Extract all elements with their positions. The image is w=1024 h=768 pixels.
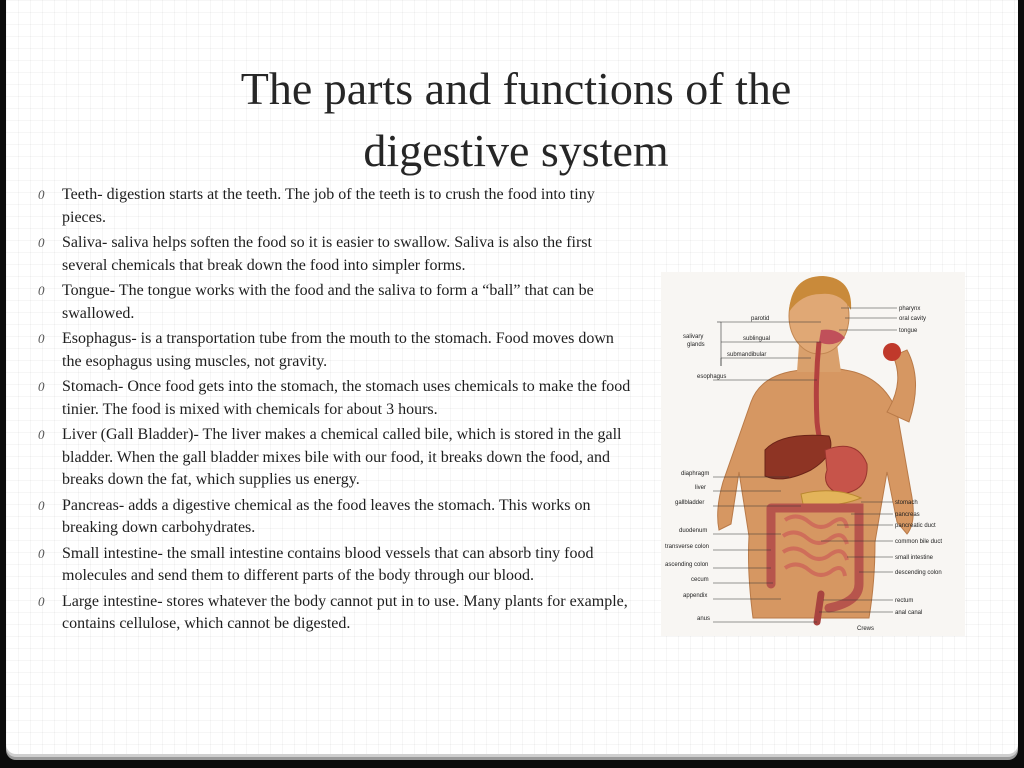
label-sublingual: sublingual (743, 336, 771, 342)
label-submandibular: submandibular (727, 352, 767, 358)
page-title (116, 58, 916, 182)
bullet-text: Saliva- saliva helps soften the food so it is easier to swallow. Saliva is also the first several chemicals that break down the food into simpler forms. (62, 234, 592, 274)
label-gallbladder: gallbladder (675, 500, 705, 506)
label-diaphragm: diaphragm (681, 471, 710, 477)
bullet-text: Liver (Gall Bladder)- The liver makes a chemical called bile, which is stored in the gall bladder. When the gall bladder mixes bile with our food, it breaks down the food, and breaks down the fat, which supplies us energy. (62, 426, 622, 488)
list-item (34, 232, 634, 277)
label-anus: anus (697, 616, 711, 622)
bullet-text: Large intestine- stores whatever the body cannot put in to use. Many plants for example, contains cellulose, which cannot be digested. (62, 592, 628, 632)
bullet-text: Teeth- digestion starts at the teeth. The job of the teeth is to crush the food into tiny pieces. (62, 186, 595, 226)
digestive-system-diagram (661, 272, 965, 636)
bullet-marker: 0 (38, 593, 45, 609)
label-parotid: parotid (751, 316, 770, 322)
label-oral-cavity: oral cavity (899, 316, 927, 322)
label-anal-canal: anal canal (895, 610, 923, 616)
list-item (34, 328, 634, 373)
label-small-intestine: small intestine (895, 555, 934, 561)
label-pancreatic-duct: pancreatic duct (895, 523, 936, 529)
apple-icon (883, 343, 901, 361)
bullet-list (34, 184, 634, 639)
bullet-marker: 0 (38, 379, 45, 394)
bullet-marker: 0 (38, 283, 45, 298)
bullet-text: Esophagus- is a transportation tube from the mouth to the stomach. Food moves down the esophagus using muscles, not gravity. (62, 330, 614, 370)
list-item (34, 280, 634, 325)
label-duodenum: duodenum (679, 528, 708, 534)
slide (6, 0, 1018, 754)
list-item (34, 184, 634, 229)
bullet-marker: 0 (38, 497, 45, 513)
bullet-text: Stomach- Once food gets into the stomach, the stomach uses chemicals to make the food tinier. The food is mixed with chemicals for about 3 hours. (62, 378, 631, 418)
title-line-2: digestive system (363, 125, 669, 176)
bullet-marker: 0 (38, 187, 45, 202)
list-item (34, 495, 634, 540)
list-item (34, 424, 634, 492)
bullet-text: Pancreas- adds a digestive chemical as the food leaves the stomach. This works on breaking down carbohydrates. (62, 496, 591, 536)
label-pancreas: pancreas (895, 512, 920, 518)
label-stomach: stomach (895, 500, 918, 506)
label-cecum: cecum (691, 577, 709, 583)
label-transverse-colon: transverse colon (665, 544, 710, 550)
list-item (34, 376, 634, 421)
label-tongue: tongue (899, 328, 918, 334)
bullet-marker: 0 (38, 331, 45, 346)
bullet-marker: 0 (38, 427, 45, 442)
rectum-shape (817, 594, 821, 622)
label-liver: liver (695, 485, 707, 491)
bullet-marker: 0 (38, 545, 45, 561)
bullet-text: Tongue- The tongue works with the food and the saliva to form a “ball” that can be swallowed. (62, 282, 594, 322)
label-esophagus: esophagus (697, 374, 727, 380)
bullet-marker: 0 (38, 235, 45, 250)
bullet-text: Small intestine- the small intestine contains blood vessels that can absorb tiny food molecules and send them to different parts of the body through our blood. (62, 544, 594, 584)
list-item (34, 543, 634, 588)
label-ascending-colon: ascending colon (665, 562, 709, 568)
label-rectum: rectum (895, 598, 914, 604)
diagram-svg (661, 272, 965, 636)
title-line-1: The parts and functions of the (240, 63, 792, 114)
label-appendix: appendix (683, 593, 708, 599)
label-descending-colon: descending colon (895, 570, 942, 576)
list-item (34, 591, 634, 636)
label-common-bile-duct: common bile duct (895, 539, 943, 545)
figure-credit: Crews (857, 626, 875, 632)
label-salivary-glands-1: salivary (683, 334, 704, 340)
label-salivary-glands-2: glands (687, 342, 705, 348)
label-pharynx: pharynx (899, 306, 921, 312)
